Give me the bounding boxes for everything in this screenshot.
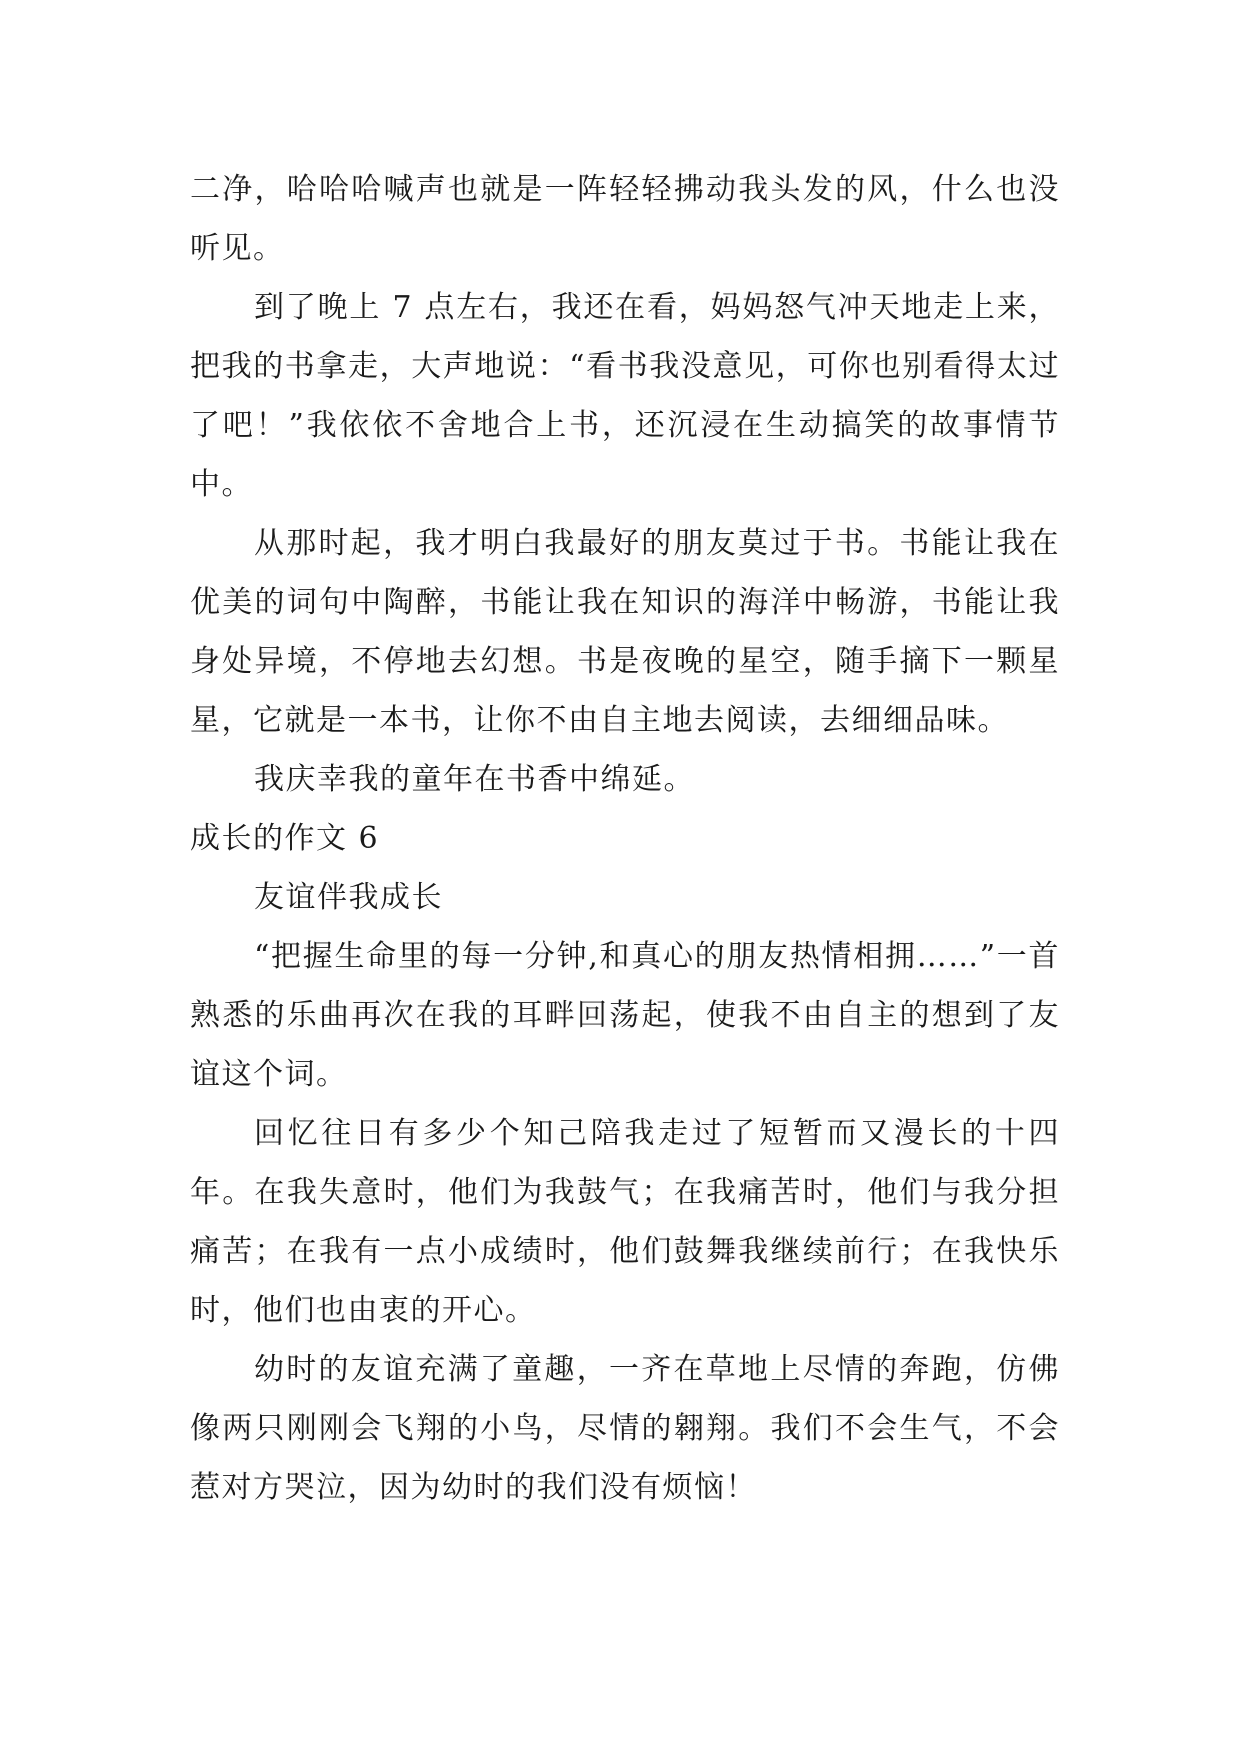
essay-subtitle: 友谊伴我成长	[254, 880, 443, 915]
paragraph-evening-reading: 到了晚上 7 点左右，我还在看，妈妈怒气冲天地走上来，把我的书拿走，大声地说：“看书我没意见，可你也别看得太过了吧！”我依依不舍地合上书，还沉浸在生动搞笑的故事情节中。	[190, 290, 1060, 502]
essay-heading: 成长的作文 6	[190, 821, 380, 856]
paragraph-continued: 二净，哈哈哈喊声也就是一阵轻轻拂动我头发的风，什么也没听见。	[190, 172, 1060, 266]
paragraph-memories: 回忆往日有多少个知己陪我走过了短暂而又漫长的十四年。在我失意时，他们为我鼓气；在我痛苦时，他们与我分担痛苦；在我有一点小成绩时，他们鼓舞我继续前行；在我快乐时，他们也由衷的开心。	[190, 1116, 1060, 1328]
document-body	[190, 160, 1060, 1517]
paragraph-childhood-friendship: 幼时的友谊充满了童趣，一齐在草地上尽情的奔跑，仿佛像两只刚刚会飞翔的小鸟，尽情的翱翔。我们不会生气，不会惹对方哭泣，因为幼时的我们没有烦恼！	[190, 1352, 1060, 1505]
paragraph-books-best-friend: 从那时起，我才明白我最好的朋友莫过于书。书能让我在优美的词句中陶醉，书能让我在知识的海洋中畅游，书能让我身处异境，不停地去幻想。书是夜晚的星空，随手摘下一颗星星，它就是一本书，让你不由自主地去阅读，去细细品味。	[190, 526, 1060, 738]
paragraph-childhood-books: 我庆幸我的童年在书香中绵延。	[254, 762, 695, 797]
paragraph-song-quote: “把握生命里的每一分钟,和真心的朋友热情相拥……”一首熟悉的乐曲再次在我的耳畔回荡起，使我不由自主的想到了友谊这个词。	[190, 939, 1060, 1092]
